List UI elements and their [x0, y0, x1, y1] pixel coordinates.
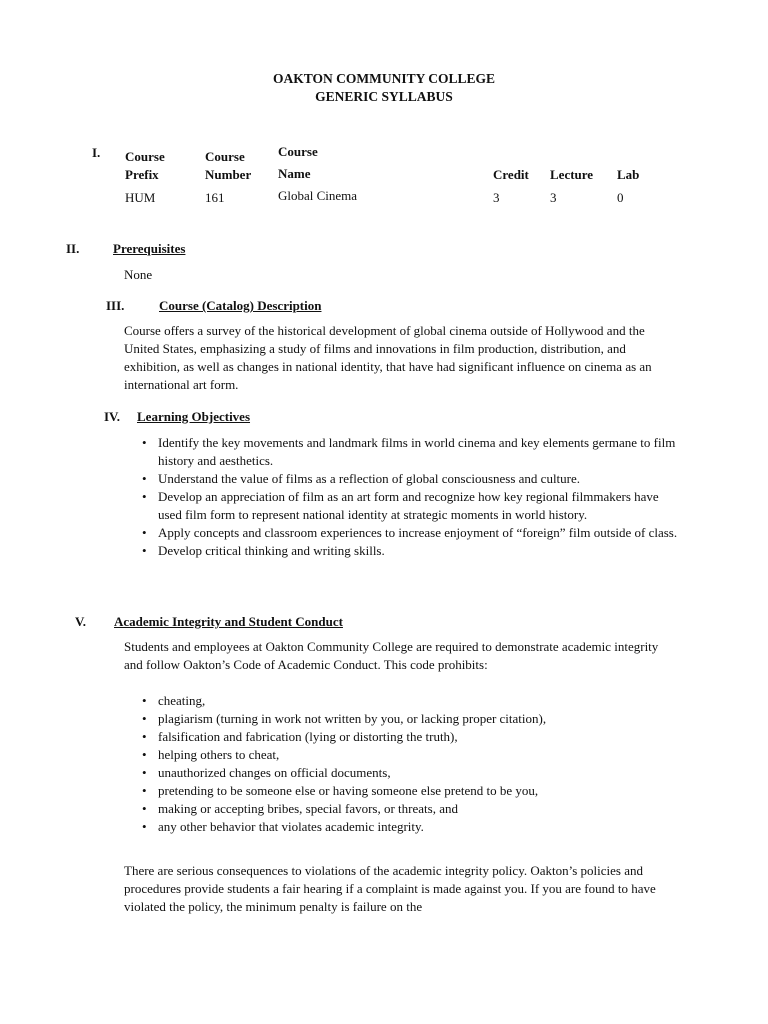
- cell-lab: 0: [617, 190, 624, 205]
- list-item: • Apply concepts and classroom experiences to increase enjoyment of “foreign” film outside of class.: [124, 524, 680, 542]
- section-3-numeral: III.: [106, 298, 125, 313]
- learning-objectives-list: [124, 434, 680, 560]
- list-item: • plagiarism (turning in work not written by you, or lacking proper citation),: [124, 710, 680, 728]
- list-item: • Understand the value of films as a reflection of global consciousness and culture.: [124, 470, 680, 488]
- header-course-prefix: Course Prefix: [125, 149, 165, 182]
- header-course-number: Course Number: [205, 149, 252, 182]
- college-name: OAKTON COMMUNITY COLLEGE: [272, 71, 496, 86]
- list-item: • any other behavior that violates academic integrity.: [124, 818, 680, 836]
- list-item: • making or accepting bribes, special favors, or threats, and: [124, 800, 680, 818]
- list-item: • cheating,: [124, 692, 680, 710]
- section-3-heading: Course (Catalog) Description: [159, 298, 322, 313]
- document-header: [0, 70, 768, 106]
- cell-credit: 3: [493, 190, 500, 205]
- cell-course-number: 161: [205, 190, 225, 205]
- section-4-heading: Learning Objectives: [137, 409, 251, 424]
- list-item: • pretending to be someone else or having someone else pretend to be you,: [124, 782, 680, 800]
- list-item: • helping others to cheat,: [124, 746, 680, 764]
- list-item: • falsification and fabrication (lying or distorting the truth),: [124, 728, 680, 746]
- prerequisites-text: None: [124, 267, 153, 282]
- document-title: GENERIC SYLLABUS: [315, 89, 453, 104]
- course-description: Course offers a survey of the historical development of global cinema outside of Hollywood and the United States, emphasizing a study of films and innovations in film production, distribution, and exhibition, as well as changes in national identity, that have had significant influence on cinema as an international art form.: [124, 323, 652, 392]
- section-2-heading: Prerequisites: [113, 241, 186, 256]
- cell-lecture: 3: [550, 190, 557, 205]
- list-item: • Identify the key movements and landmark films in world cinema and key elements germane to film history and aesthetics.: [124, 434, 680, 470]
- academic-integrity-intro: Students and employees at Oakton Community College are required to demonstrate academic integrity and follow Oakton’s Code of Academic Conduct. This code prohibits:: [124, 639, 659, 672]
- section-5-numeral: V.: [75, 614, 86, 629]
- cell-course-prefix: HUM: [125, 190, 156, 205]
- section-5-heading: Academic Integrity and Student Conduct: [114, 614, 343, 629]
- list-item: • unauthorized changes on official documents,: [124, 764, 680, 782]
- section-2-numeral: II.: [66, 241, 80, 256]
- header-lab: Lab: [617, 167, 640, 182]
- header-course-name: Course Name: [278, 144, 318, 181]
- section-1-numeral: I.: [92, 145, 101, 160]
- cell-course-name: Global Cinema: [278, 188, 358, 203]
- list-item: • Develop critical thinking and writing skills.: [124, 542, 680, 560]
- section-4-numeral: IV.: [104, 409, 121, 424]
- academic-integrity-consequences: There are serious consequences to violations of the academic integrity policy. Oakton’s policies and procedures provide students a fair hearing if a complaint is made against you. If you are found to have violated the policy, the minimum penalty is failure on the: [124, 863, 656, 914]
- prohibited-conduct-list: [124, 692, 680, 836]
- header-credit: Credit: [493, 167, 529, 182]
- header-lecture: Lecture: [550, 167, 594, 182]
- list-item: • Develop an appreciation of film as an art form and recognize how key regional filmmakers have used film form to represent national identity at strategic moments in world history.: [124, 488, 680, 524]
